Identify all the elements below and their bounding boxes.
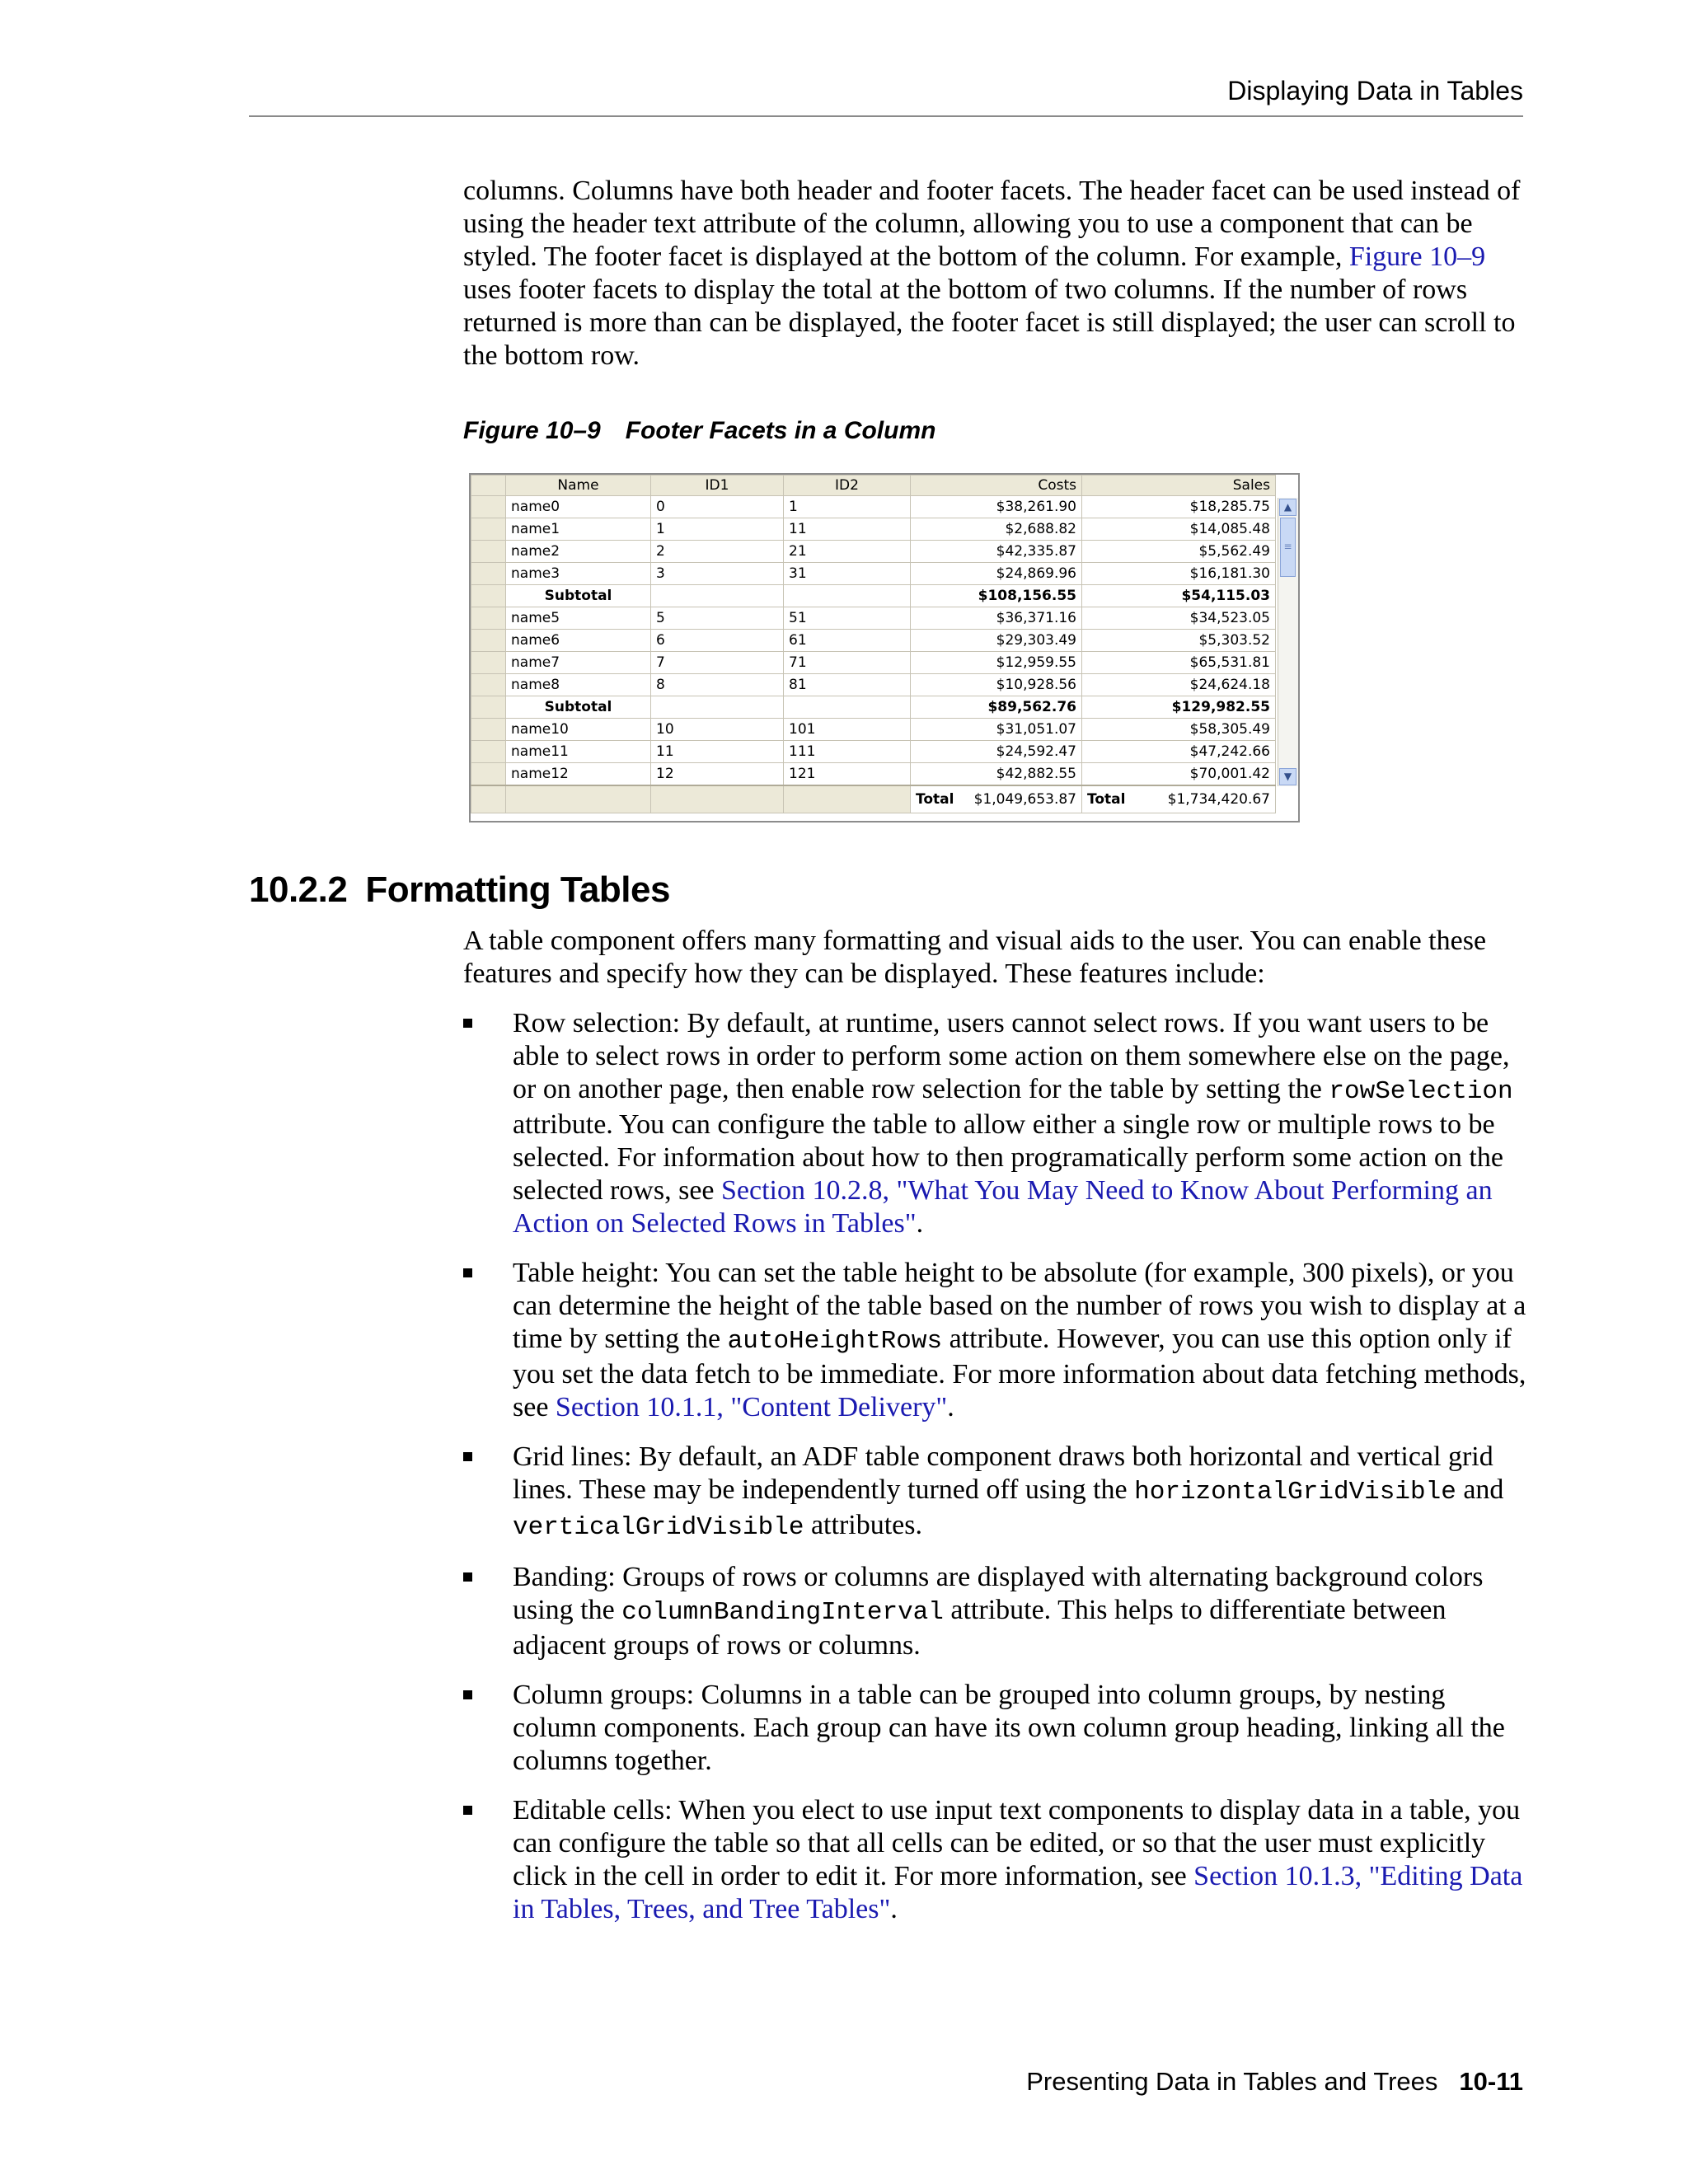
- row-header-cell[interactable]: [471, 696, 506, 719]
- cell-id2: 71: [784, 652, 911, 674]
- cell-costs: $24,592.47: [911, 741, 1082, 763]
- list-text: Editable cells: When you elect to use input text components to display data in a table, you can configure the table so that all cells can be edited, or so that the user must explicitly click in the cell in order to edit it. For more information, see: [513, 1795, 1521, 1891]
- cell-name: name0: [506, 496, 651, 518]
- scroll-down-icon[interactable]: ▼: [1279, 768, 1296, 785]
- bullet-square-icon: [463, 1019, 472, 1028]
- list-item: [463, 1441, 1526, 1544]
- sales-total-value: $1,734,420.67: [1167, 791, 1270, 808]
- code-row-selection: rowSelection: [1329, 1077, 1513, 1106]
- cell-name: name5: [506, 607, 651, 630]
- section-title: Formatting Tables: [365, 869, 670, 910]
- row-header-cell[interactable]: [471, 674, 506, 696]
- row-header-cell[interactable]: [471, 585, 506, 607]
- cell-id1: 1: [651, 518, 784, 541]
- list-text: attribute. However, you can use this option only if you set the data fetch to be immediate. For more information about data fetching methods, see: [513, 1324, 1526, 1422]
- cell-id2: 61: [784, 630, 911, 652]
- list-text: and: [1456, 1474, 1504, 1505]
- row-header-cell[interactable]: [471, 741, 506, 763]
- list-text: .: [890, 1894, 898, 1924]
- cell-sales: $16,181.30: [1082, 563, 1276, 585]
- cell-sales: $34,523.05: [1082, 607, 1276, 630]
- table-row[interactable]: [471, 541, 1276, 563]
- link-section-10-2-8[interactable]: Section 10.2.8, "What You May Need to Know About Performing an Action on Selected Rows in Tables": [513, 1175, 1493, 1239]
- code-horizontal-grid-visible: horizontalGridVisible: [1134, 1478, 1456, 1507]
- cell-costs: $89,562.76: [911, 696, 1082, 719]
- cell-costs: $38,261.90: [911, 496, 1082, 518]
- cell-id2: 111: [784, 741, 911, 763]
- list-text: Banding: Groups of rows or columns are displayed with alternating background colors using the: [513, 1562, 1484, 1625]
- costs-total-value: $1,049,653.87: [973, 791, 1076, 808]
- list-item: [463, 1257, 1526, 1424]
- cell-costs: $2,688.82: [911, 518, 1082, 541]
- table-body: [471, 496, 1276, 786]
- list-text: attribute. This helps to differentiate between adjacent groups of rows or columns.: [513, 1595, 1447, 1661]
- row-header-cell[interactable]: [471, 719, 506, 741]
- cell-id2: 101: [784, 719, 911, 741]
- cell-name: name12: [506, 763, 651, 786]
- cell-name: name11: [506, 741, 651, 763]
- running-header: Displaying Data in Tables: [1227, 76, 1523, 105]
- cell-sales: $70,001.42: [1082, 763, 1276, 786]
- scroll-thumb[interactable]: ≡: [1280, 518, 1296, 577]
- cell-name: Subtotal: [506, 585, 651, 607]
- list-item: [463, 1007, 1526, 1240]
- cell-costs: $29,303.49: [911, 630, 1082, 652]
- code-column-banding-interval: columnBandingInterval: [621, 1598, 944, 1627]
- cell-costs: $42,882.55: [911, 763, 1082, 786]
- table-row[interactable]: [471, 741, 1276, 763]
- cell-costs: $36,371.16: [911, 607, 1082, 630]
- scroll-up-icon[interactable]: ▲: [1279, 499, 1296, 516]
- table-row[interactable]: [471, 674, 1276, 696]
- cell-id2: [784, 585, 911, 607]
- cell-id1: 11: [651, 741, 784, 763]
- table-footer-row: [471, 785, 1276, 813]
- list-text: Grid lines: By default, an ADF table component draws both horizontal and vertical grid lines. These may be independently turned off using the: [513, 1441, 1493, 1505]
- cell-name: name1: [506, 518, 651, 541]
- costs-total-label: Total: [916, 791, 954, 808]
- intro-text-1: columns. Columns have both header and footer facets. The header facet can be used instead of using the header text attribute of the column, allowing you to use a component that can be styled. The footer facet is displayed at the bottom of the column. For example,: [463, 176, 1521, 272]
- row-header-cell[interactable]: [471, 563, 506, 585]
- cell-sales: $65,531.81: [1082, 652, 1276, 674]
- intro-text-2: uses footer facets to display the total at the bottom of two columns. If the number of rows returned is more than can be displayed, the footer facet is still displayed; the user can scroll to the bottom row.: [463, 274, 1516, 371]
- cell-id2: 31: [784, 563, 911, 585]
- costs-footer-facet: [911, 785, 1082, 813]
- cell-id1: 8: [651, 674, 784, 696]
- list-text: Column groups: Columns in a table can be grouped into column groups, by nesting column components. Each group can have its own column group heading, linking all the columns together.: [513, 1680, 1505, 1776]
- cell-sales: $5,562.49: [1082, 541, 1276, 563]
- figure-caption: [463, 417, 935, 445]
- column-header-costs[interactable]: Costs: [911, 476, 1082, 496]
- header-rule: [249, 115, 1523, 117]
- footer-book-title: Presenting Data in Tables and Trees: [1026, 2067, 1438, 2096]
- table-row[interactable]: [471, 630, 1276, 652]
- data-table: [471, 475, 1276, 813]
- cell-id1: [651, 585, 784, 607]
- table-row[interactable]: [471, 518, 1276, 541]
- list-item: [463, 1561, 1526, 1662]
- cell-name: name6: [506, 630, 651, 652]
- footer-blank: [651, 785, 784, 813]
- column-header-name[interactable]: Name: [506, 476, 651, 496]
- vertical-scrollbar[interactable]: [1278, 498, 1298, 786]
- cell-id2: 1: [784, 496, 911, 518]
- link-section-10-1-1[interactable]: Section 10.1.1, "Content Delivery": [555, 1392, 948, 1422]
- column-header-id1[interactable]: ID1: [651, 476, 784, 496]
- section-number: 10.2.2: [249, 869, 348, 910]
- list-text: attribute. You can configure the table to allow either a single row or multiple rows to be selected. For information about how to then programatically perform some action on the selected rows, see: [513, 1109, 1503, 1206]
- row-header-corner: [471, 476, 506, 496]
- list-text: .: [916, 1208, 924, 1239]
- page-footer: [1026, 2067, 1523, 2097]
- bullet-square-icon: [463, 1690, 472, 1699]
- feature-list: [463, 1007, 1526, 1943]
- subtotal-row[interactable]: [471, 696, 1276, 719]
- cell-id1: 7: [651, 652, 784, 674]
- cell-id1: [651, 696, 784, 719]
- footer-blank: [784, 785, 911, 813]
- figure-title: Footer Facets in a Column: [625, 417, 936, 444]
- cell-name: name3: [506, 563, 651, 585]
- bullet-square-icon: [463, 1572, 472, 1582]
- section-intro: A table component offers many formatting and visual aids to the user. You can enable these features and specify how they can be displayed. These features include:: [463, 926, 1487, 989]
- intro-paragraph: [463, 175, 1526, 373]
- row-header-cell[interactable]: [471, 518, 506, 541]
- list-text: Row selection: By default, at runtime, users cannot select rows. If you want users to be able to select rows in order to perform some action on them somewhere else on the page, or on another page, then enable row selection for the table by setting the: [513, 1008, 1510, 1104]
- cell-sales: $18,285.75: [1082, 496, 1276, 518]
- cell-id2: 51: [784, 607, 911, 630]
- table-row[interactable]: [471, 763, 1276, 786]
- cell-name: name8: [506, 674, 651, 696]
- cell-name: name10: [506, 719, 651, 741]
- list-text: attributes.: [804, 1510, 922, 1540]
- cell-costs: $31,051.07: [911, 719, 1082, 741]
- page-number: 10-11: [1459, 2067, 1523, 2096]
- cell-sales: $24,624.18: [1082, 674, 1276, 696]
- column-header-sales[interactable]: Sales: [1082, 476, 1276, 496]
- cell-id2: 81: [784, 674, 911, 696]
- cell-id1: 12: [651, 763, 784, 786]
- footer-blank: [506, 785, 651, 813]
- cell-id2: [784, 696, 911, 719]
- bullet-square-icon: [463, 1268, 472, 1277]
- cell-costs: $12,959.55: [911, 652, 1082, 674]
- cell-costs: $42,335.87: [911, 541, 1082, 563]
- cell-id1: 0: [651, 496, 784, 518]
- table-row[interactable]: [471, 496, 1276, 518]
- table-row[interactable]: [471, 719, 1276, 741]
- table-row[interactable]: [471, 563, 1276, 585]
- cell-sales: $58,305.49: [1082, 719, 1276, 741]
- table-row[interactable]: [471, 652, 1276, 674]
- cell-id1: 2: [651, 541, 784, 563]
- sales-footer-facet: [1082, 785, 1276, 813]
- row-header-cell[interactable]: [471, 607, 506, 630]
- row-header-cell[interactable]: [471, 496, 506, 518]
- footer-blank: [471, 785, 506, 813]
- section-heading: [249, 869, 670, 911]
- bullet-square-icon: [463, 1806, 472, 1815]
- row-header-cell[interactable]: [471, 763, 506, 786]
- list-item: [463, 1679, 1526, 1778]
- row-header-cell[interactable]: [471, 630, 506, 652]
- cell-id1: 3: [651, 563, 784, 585]
- cell-sales: $129,982.55: [1082, 696, 1276, 719]
- code-vertical-grid-visible: verticalGridVisible: [513, 1513, 804, 1542]
- cell-id1: 10: [651, 719, 784, 741]
- cell-name: Subtotal: [506, 696, 651, 719]
- cell-sales: $5,303.52: [1082, 630, 1276, 652]
- cell-costs: $10,928.56: [911, 674, 1082, 696]
- figure-number: Figure 10–9: [463, 417, 601, 444]
- cell-name: name2: [506, 541, 651, 563]
- list-item: [463, 1794, 1526, 1926]
- subtotal-row[interactable]: [471, 585, 1276, 607]
- cell-name: name7: [506, 652, 651, 674]
- cell-id1: 5: [651, 607, 784, 630]
- link-section-10-1-3[interactable]: Section 10.1.3, "Editing Data in Tables, Trees, and Tree Tables": [513, 1861, 1523, 1924]
- cell-id2: 21: [784, 541, 911, 563]
- table-row[interactable]: [471, 607, 1276, 630]
- sales-total-label: Total: [1087, 791, 1126, 808]
- row-header-cell[interactable]: [471, 541, 506, 563]
- figure-table-image: [469, 473, 1300, 823]
- row-header-cell[interactable]: [471, 652, 506, 674]
- cell-sales: $47,242.66: [1082, 741, 1276, 763]
- list-text: .: [947, 1392, 954, 1422]
- cell-id2: 121: [784, 763, 911, 786]
- cell-id1: 6: [651, 630, 784, 652]
- cell-id2: 11: [784, 518, 911, 541]
- column-header-id2[interactable]: ID2: [784, 476, 911, 496]
- figure-link[interactable]: Figure 10–9: [1348, 241, 1486, 272]
- bullet-square-icon: [463, 1452, 472, 1461]
- cell-sales: $54,115.03: [1082, 585, 1276, 607]
- code-auto-height-rows: autoHeightRows: [727, 1327, 943, 1356]
- cell-costs: $108,156.55: [911, 585, 1082, 607]
- cell-sales: $14,085.48: [1082, 518, 1276, 541]
- list-text: Table height: You can set the table height to be absolute (for example, 300 pixels), or you can determine the height of the table based on the number of rows you wish to display at a time by setting the: [513, 1258, 1526, 1354]
- cell-costs: $24,869.96: [911, 563, 1082, 585]
